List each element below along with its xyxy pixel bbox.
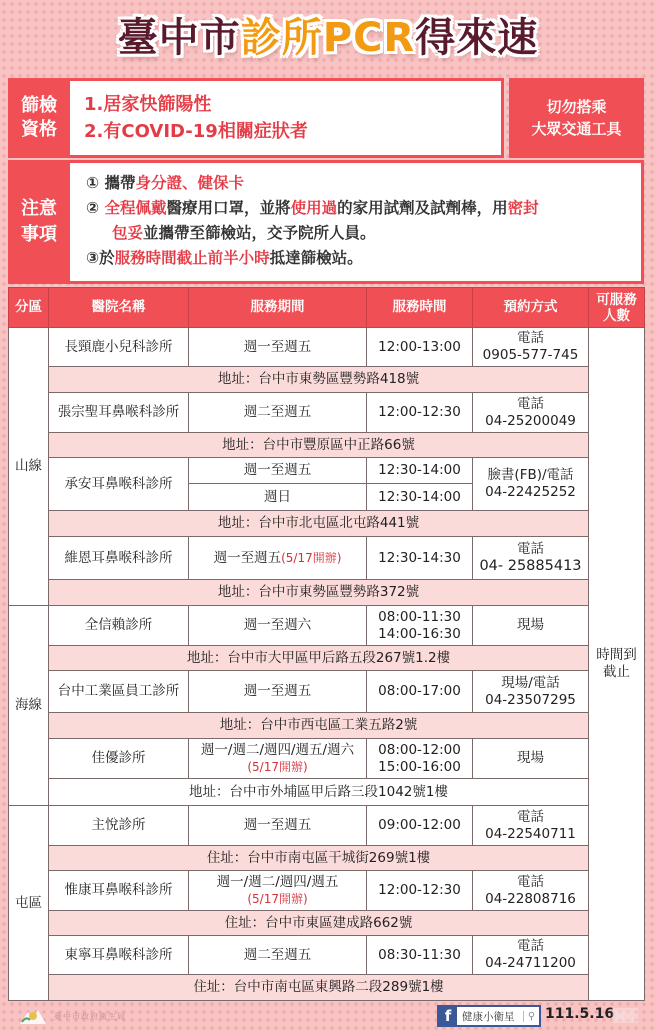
- service-time: 08:30-11:30: [367, 936, 473, 975]
- title-part-clinic-pcr: 診所PCR: [240, 15, 416, 61]
- service-period: 週一至週五: [189, 806, 367, 846]
- period-text: 週一/週二/週四/週五: [216, 873, 339, 890]
- eligibility-label-line1: 篩檢: [21, 95, 57, 116]
- address-row: [9, 975, 645, 1001]
- booking-method: [473, 936, 589, 975]
- booking-method: 現場: [473, 739, 589, 779]
- clinic-address: 地址：台中市西屯區工業五路2號: [49, 713, 589, 739]
- title-part-city: 臺中市: [117, 15, 241, 61]
- notes-list: [67, 160, 644, 284]
- capacity-line2: 截止: [603, 664, 630, 680]
- note-highlight: 身分證、健保卡: [135, 174, 245, 192]
- booking-type: 臉書(FB)/電話: [487, 467, 574, 483]
- header-capacity-line1: 可服務: [596, 291, 637, 308]
- eligibility-item: 1.居家快篩陽性: [84, 94, 212, 115]
- service-time: 12:00-12:30: [367, 871, 473, 911]
- time-slot: 14:00-16:30: [378, 625, 461, 642]
- booking-method: [473, 537, 589, 580]
- clinic-name: 惟康耳鼻喉科診所: [49, 871, 189, 911]
- clinic-address: 地址：台中市東勢區豐勢路418號: [49, 367, 589, 393]
- time-slot: 08:00-11:30: [378, 608, 461, 625]
- capacity-cell: [589, 328, 645, 1001]
- note-number: ③: [86, 249, 100, 267]
- clinic-address: 地址：台中市東勢區豐勢路372號: [49, 580, 589, 606]
- facebook-search-badge[interactable]: [437, 1005, 541, 1027]
- notes-label-line2: 事項: [21, 224, 57, 245]
- service-period: [189, 739, 367, 779]
- clinic-name: 全信賴診所: [49, 606, 189, 646]
- health-bureau-name: 臺中市政府衛生局: [54, 1011, 126, 1021]
- note-highlight: 全程佩戴: [104, 199, 167, 217]
- clinic-name: 張宗聖耳鼻喉科診所: [49, 393, 189, 433]
- clinic-name: 維恩耳鼻喉科診所: [49, 537, 189, 580]
- warning-line2: 大眾交通工具: [531, 120, 622, 138]
- facebook-page-name: 健康小衛星: [462, 1010, 515, 1023]
- note-text: 抵達篩檢站。: [269, 249, 363, 267]
- eligibility-criteria: [67, 78, 504, 158]
- clinic-name: 承安耳鼻喉科診所: [49, 458, 189, 511]
- clinic-address: 地址：台中市北屯區北屯路441號: [49, 511, 589, 537]
- note-item-3: [86, 246, 625, 271]
- booking-type: 電話: [517, 395, 544, 412]
- page-title: [0, 8, 656, 68]
- booking-phone: 04-22808716: [485, 890, 576, 907]
- header-district: 分區: [9, 288, 49, 328]
- booking-phone: 04- 25885413: [479, 558, 582, 574]
- publish-date: 111.5.16: [545, 1006, 615, 1022]
- table-row: [9, 393, 645, 433]
- facebook-icon: f: [439, 1007, 457, 1025]
- address-row: [9, 646, 645, 671]
- clinic-address: 地址：台中市外埔區甲后路三段1042號1樓: [49, 779, 589, 806]
- table-row: [9, 936, 645, 975]
- note-item-2-continued: [86, 221, 625, 246]
- header-service-period: 服務期間: [189, 288, 367, 328]
- clinic-name: 台中工業區員工診所: [49, 671, 189, 713]
- note-highlight: 使用過: [290, 199, 338, 217]
- service-time: 08:00-17:00: [367, 671, 473, 713]
- booking-type: 電話: [517, 541, 544, 557]
- header-service-time: 服務時間: [367, 288, 473, 328]
- note-text: 醫療用口罩，並將: [166, 199, 291, 217]
- booking-method: [473, 328, 589, 367]
- note-text: 的家用試劑及試劑棒，用: [337, 199, 508, 217]
- service-period: 週一至週五: [189, 671, 367, 713]
- booking-phone: 04-22425252: [485, 484, 576, 500]
- district-cell: 屯區: [9, 806, 49, 1001]
- table-row: [9, 739, 645, 779]
- clinic-name: 佳優診所: [49, 739, 189, 779]
- booking-phone: 0905-577-745: [482, 347, 579, 363]
- address-row: [9, 779, 645, 806]
- note-highlight: 密封: [507, 199, 539, 217]
- eligibility-label-line2: 資格: [21, 119, 57, 140]
- address-row: [9, 846, 645, 871]
- clinic-table: [8, 287, 644, 1001]
- eligibility-item: 2.有COVID-19相關症狀者: [84, 121, 308, 142]
- service-time: [367, 606, 473, 646]
- service-period: 週一至週五: [189, 328, 367, 367]
- booking-type: 電話: [517, 808, 544, 825]
- note-highlight: 包妥: [112, 224, 144, 242]
- period-text: 週一/週二/週四/週五/週六: [200, 741, 355, 758]
- address-row: [9, 433, 645, 458]
- service-time: 12:00-12:30: [367, 393, 473, 433]
- district-cell: 海線: [9, 606, 49, 806]
- service-period: 週一至週六: [189, 606, 367, 646]
- service-time: 12:30-14:00: [367, 458, 473, 484]
- title-part-drive-thru: 得來速: [415, 15, 539, 61]
- booking-method: [473, 806, 589, 846]
- service-time: 09:00-12:00: [367, 806, 473, 846]
- service-time: 12:30-14:00: [367, 484, 473, 511]
- time-slot: 08:00-12:00: [378, 741, 461, 758]
- notes-label: [8, 160, 70, 284]
- start-date-note: (5/17開辦): [281, 550, 342, 565]
- clinic-address: 地址：台中市豐原區中正路66號: [49, 433, 589, 458]
- period-text: 週一至週五: [213, 549, 282, 566]
- booking-phone: 04-23507295: [485, 691, 576, 708]
- capacity-line1: 時間到: [596, 647, 637, 663]
- clinic-address: 住址：台中市南屯區東興路二段289號1樓: [49, 975, 589, 1001]
- note-text: 攜帶: [104, 174, 136, 192]
- start-date-note: (5/17開辦): [247, 759, 308, 774]
- table-row: [9, 671, 645, 713]
- booking-type: 電話: [517, 330, 544, 346]
- note-number: ①: [86, 174, 105, 192]
- address-row: [9, 511, 645, 537]
- start-date-note: (5/17開辦): [247, 891, 308, 906]
- service-period: 週一至週五: [189, 458, 367, 484]
- ad-label: 廣告: [612, 1008, 638, 1023]
- table-row: [9, 458, 645, 484]
- address-row: [9, 713, 645, 739]
- transport-warning: [509, 78, 644, 158]
- table-row: [9, 606, 645, 646]
- booking-phone: 04-24711200: [485, 955, 576, 971]
- table-row: [9, 871, 645, 911]
- table-header-row: [9, 288, 645, 328]
- district-cell: 山線: [9, 328, 49, 606]
- header-clinic-name: 醫院名稱: [49, 288, 189, 328]
- note-number: ②: [86, 199, 105, 217]
- clinic-name: 主悅診所: [49, 806, 189, 846]
- booking-method: 現場: [473, 606, 589, 646]
- service-time: 12:00-13:00: [367, 328, 473, 367]
- note-text: 並攜帶至篩檢站，交予院所人員。: [143, 224, 376, 242]
- table-row: [9, 537, 645, 580]
- health-bureau-logo-icon: [18, 1006, 48, 1026]
- eligibility-label: [8, 78, 70, 158]
- service-period: 週日: [189, 484, 367, 511]
- table-row: [9, 328, 645, 367]
- booking-type: 現場/電話: [501, 674, 560, 691]
- note-highlight: 服務時間截止前半小時: [114, 249, 270, 267]
- booking-phone: 04-25200049: [485, 412, 576, 429]
- service-time: 12:30-14:30: [367, 537, 473, 580]
- clinic-address: 地址：台中市大甲區甲后路五段267號1.2樓: [49, 646, 589, 671]
- service-period: [189, 537, 367, 580]
- booking-type: 電話: [517, 873, 544, 890]
- note-item-1: [86, 171, 625, 196]
- booking-phone: 04-22540711: [485, 825, 576, 842]
- booking-method: [473, 671, 589, 713]
- address-row: [9, 911, 645, 936]
- time-slot: 15:00-16:00: [378, 758, 461, 775]
- header-booking-method: 預約方式: [473, 288, 589, 328]
- health-bureau-logo: [18, 1004, 126, 1028]
- clinic-address: 住址：台中市南屯區干城街269號1樓: [49, 846, 589, 871]
- booking-method: [473, 393, 589, 433]
- header-capacity: [589, 288, 645, 328]
- booking-method: [473, 871, 589, 911]
- note-item-2: [86, 196, 625, 246]
- service-period: 週二至週五: [189, 393, 367, 433]
- warning-line1: 切勿搭乘: [546, 98, 607, 116]
- clinic-name: 長頸鹿小兒科診所: [49, 328, 189, 367]
- booking-method: [473, 458, 589, 511]
- booking-type: 電話: [517, 938, 544, 954]
- header-capacity-line2: 人數: [603, 307, 630, 324]
- service-period: 週二至週五: [189, 936, 367, 975]
- clinic-name: 東寧耳鼻喉科診所: [49, 936, 189, 975]
- service-time: [367, 739, 473, 779]
- table-row: [9, 806, 645, 846]
- note-text: 於: [99, 249, 115, 267]
- service-period: [189, 871, 367, 911]
- search-icon: ⚲: [523, 1011, 539, 1022]
- address-row: [9, 580, 645, 606]
- notes-label-line1: 注意: [21, 198, 57, 219]
- address-row: [9, 367, 645, 393]
- clinic-address: 住址：台中市東區建成路662號: [49, 911, 589, 936]
